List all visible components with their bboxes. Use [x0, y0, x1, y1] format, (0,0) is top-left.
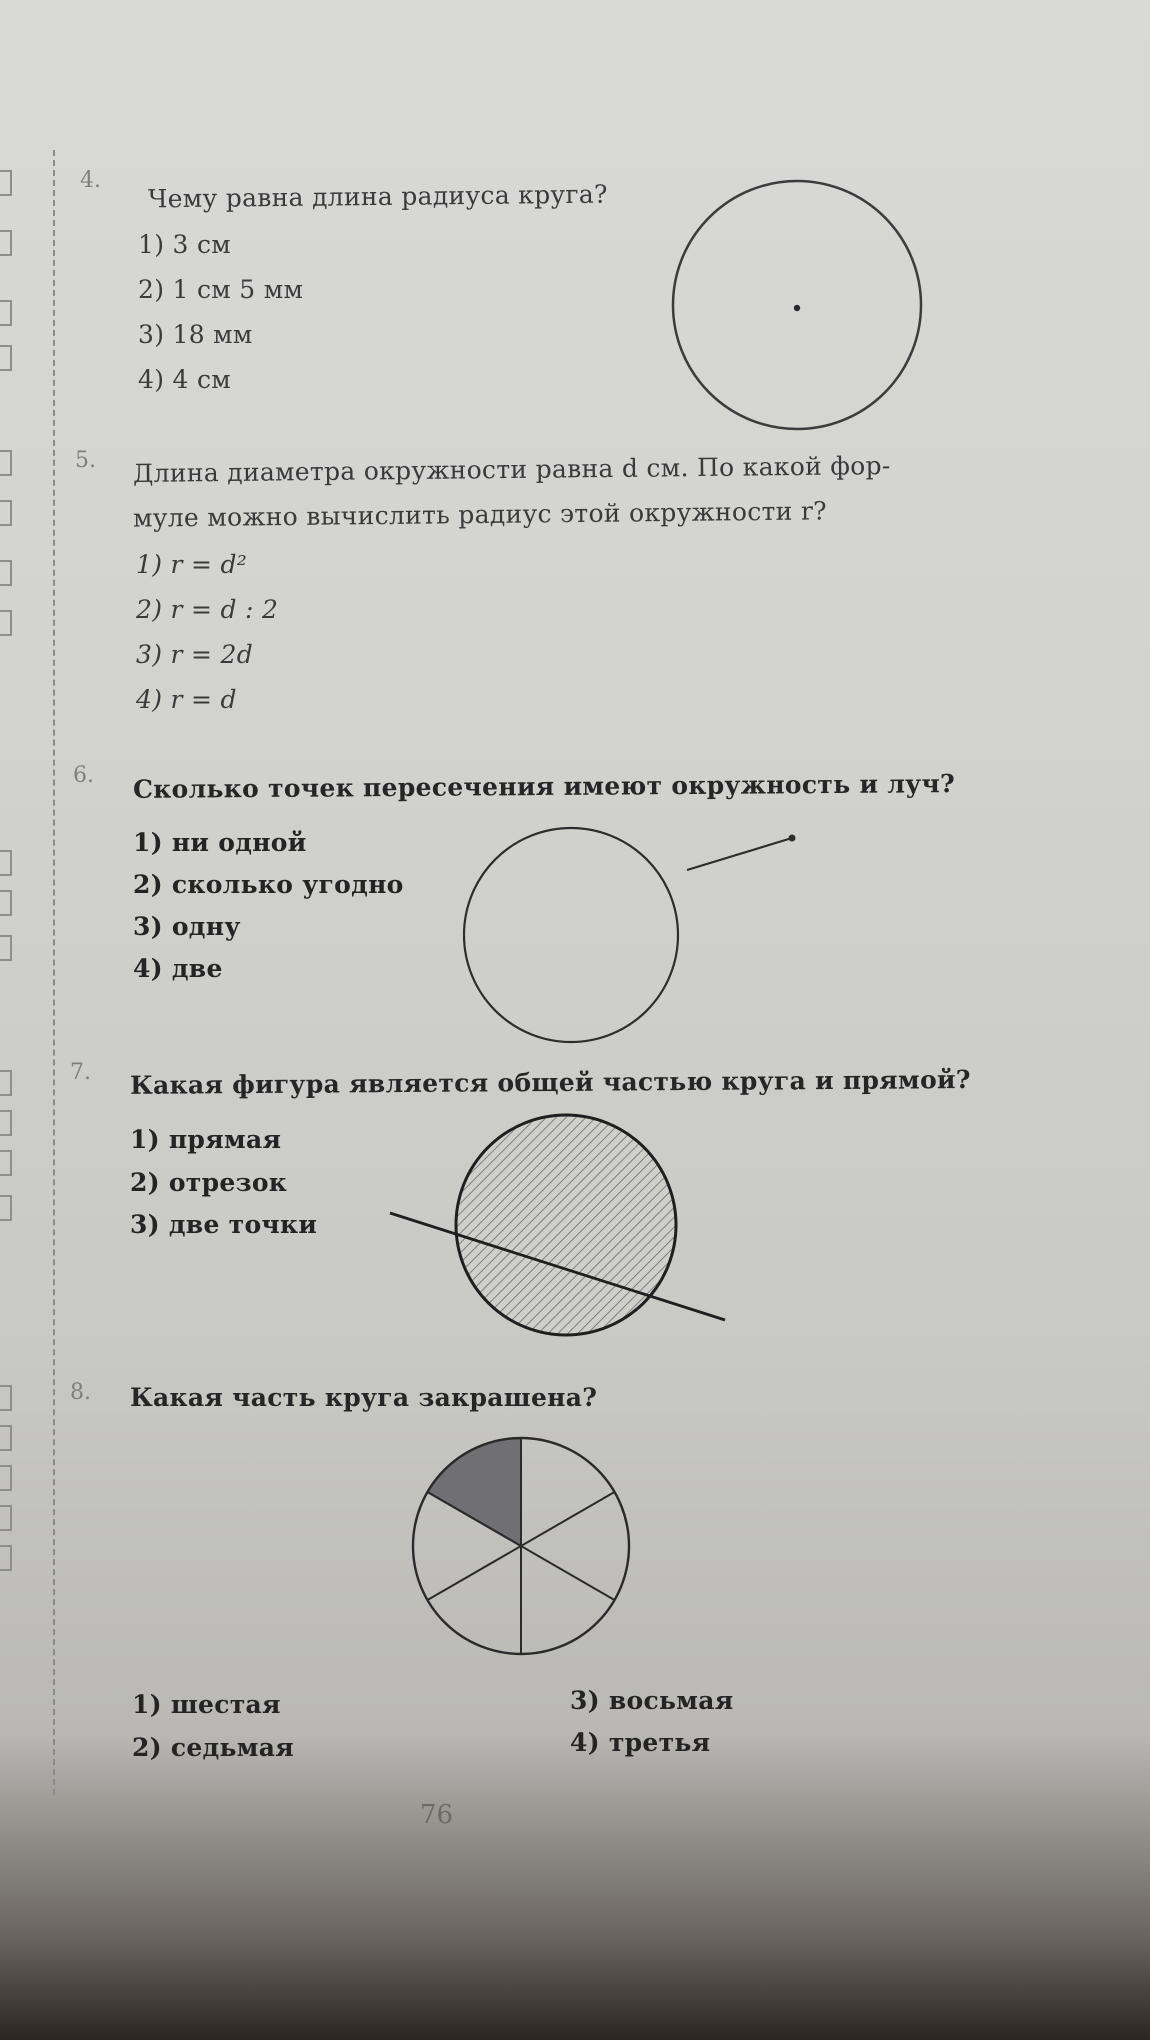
q6-option-2: 2) сколько угодно [133, 870, 404, 899]
question-number: 7. [70, 1060, 91, 1085]
q4-option-3: 3) 18 мм [138, 320, 253, 349]
question-8-text: Какая часть круга закрашена? [130, 1383, 598, 1412]
q6-option-4: 4) две [133, 954, 223, 983]
question-number: 6. [73, 763, 94, 788]
q4-center-point [794, 305, 800, 311]
q7-hatched-circle [456, 1115, 676, 1335]
q6-option-1: 1) ни одной [133, 828, 307, 857]
q5-option-3: 3) r = 2d [136, 640, 254, 669]
q7-option-2: 2) отрезок [130, 1168, 288, 1197]
q6-circle [464, 828, 678, 1042]
question-number: 8. [70, 1380, 91, 1405]
q7-circle-line-figure [390, 1115, 725, 1335]
question-5-line-1: Длина диаметра окружности равна d см. По какой фор- [132, 451, 891, 488]
question-4-text: Чему равна длина радиуса круга? [147, 179, 608, 214]
question-number: 4. [80, 168, 101, 193]
q4-option-4: 4) 4 см [138, 365, 232, 394]
question-7-text: Какая фигура является общей частью круга и прямой? [129, 1065, 971, 1100]
q4-option-2: 2) 1 см 5 мм [138, 275, 304, 304]
question-number: 5. [75, 448, 96, 473]
q6-option-3: 3) одну [133, 912, 241, 941]
q8-sector-figure [413, 1438, 629, 1654]
q6-circle-ray-figure [464, 828, 796, 1042]
q6-ray-origin [789, 835, 796, 842]
q7-option-3: 3) две точки [130, 1210, 318, 1239]
q5-option-1: 1) r = d² [136, 550, 248, 579]
q8-option-2: 2) седьмая [132, 1733, 295, 1762]
q7-option-1: 1) прямая [130, 1125, 282, 1154]
question-6-text: Сколько точек пересечения имеют окружность и луч? [132, 769, 956, 804]
q4-circle-figure [673, 181, 921, 429]
q4-option-1: 1) 3 см [138, 230, 232, 259]
q8-option-3: 3) восьмая [570, 1686, 734, 1715]
q8-option-4: 4) третья [570, 1728, 711, 1757]
q8-option-1: 1) шестая [132, 1690, 281, 1719]
page-number: 76 [420, 1800, 454, 1830]
q5-option-4: 4) r = d [136, 685, 237, 714]
question-5-line-2: муле можно вычислить радиус этой окружности r? [132, 496, 827, 533]
q8-shaded-sector [428, 1438, 522, 1546]
q6-ray [687, 838, 792, 870]
q5-option-2: 2) r = d : 2 [136, 595, 279, 624]
